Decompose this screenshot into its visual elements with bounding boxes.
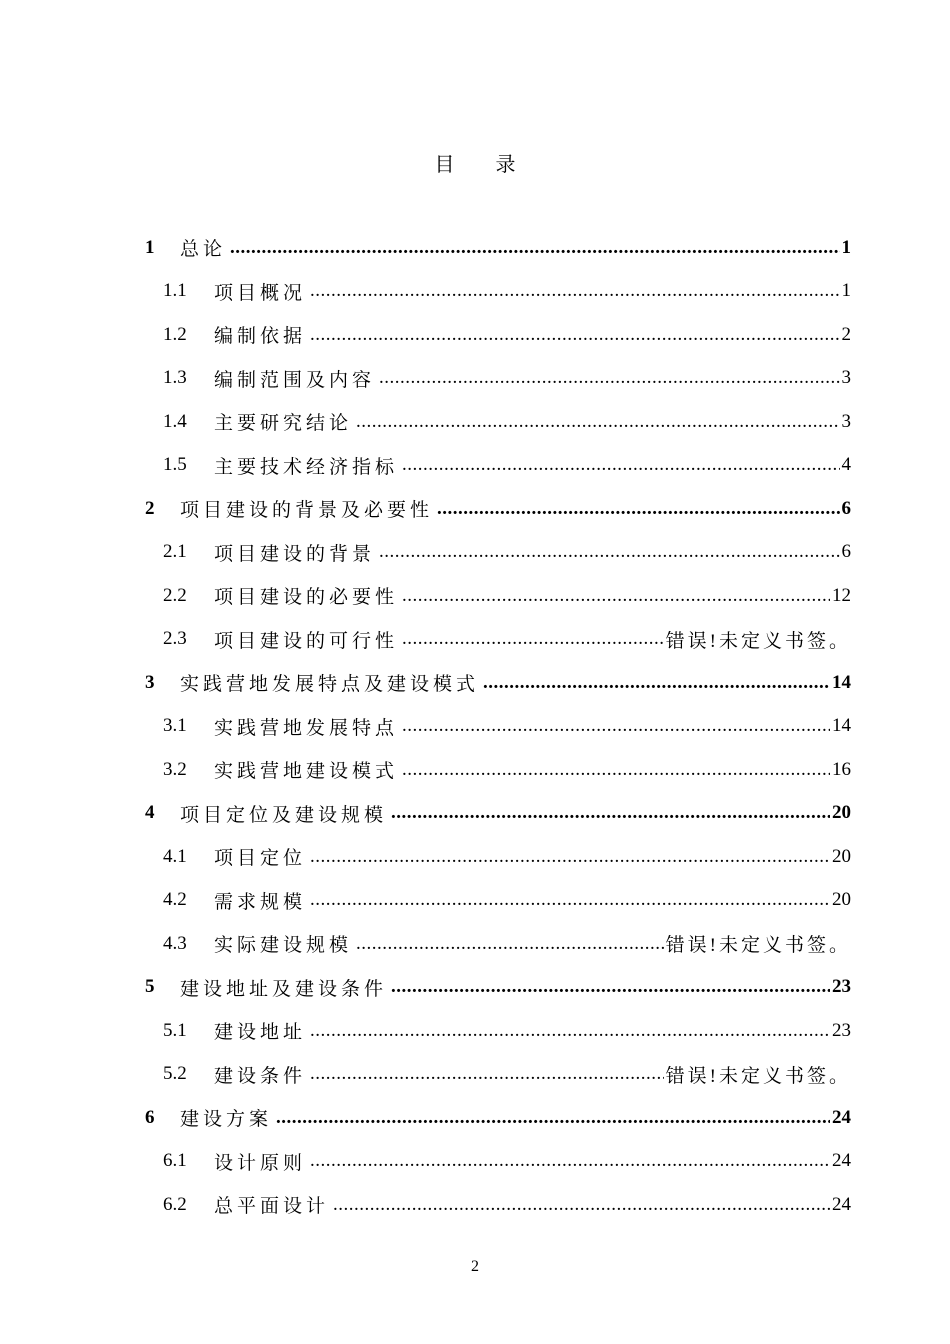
toc-section-entry[interactable] — [145, 574, 851, 618]
toc-dot-leader — [402, 628, 664, 650]
toc-entry-title: 编制范围及内容 — [214, 369, 376, 391]
toc-entry-number: 5 — [145, 976, 155, 998]
toc-dot-leader — [333, 1194, 830, 1216]
toc-dot-leader — [310, 1150, 830, 1172]
toc-dot-leader — [310, 846, 830, 868]
toc-entry-page: 1 — [841, 280, 851, 302]
toc-entry-title: 实践营地发展特点 — [214, 717, 399, 739]
toc-dot-leader — [391, 976, 830, 998]
toc-section-entry[interactable] — [145, 1009, 851, 1053]
toc-dot-leader — [402, 454, 839, 476]
toc-entry-page: 24 — [832, 1106, 851, 1128]
toc-dot-leader — [230, 237, 839, 259]
toc-entry-page: 2 — [841, 323, 851, 345]
toc-dot-leader — [310, 324, 839, 346]
toc-chapter-entry[interactable] — [145, 792, 851, 836]
toc-dot-leader — [356, 411, 839, 433]
toc-entry-title: 编制依据 — [214, 326, 307, 348]
toc-entry-title: 项目建设的可行性 — [214, 630, 399, 652]
toc-entry-title: 建设地址 — [214, 1022, 307, 1044]
toc-entry-title: 实际建设规模 — [214, 935, 353, 957]
toc-entry-number: 6.2 — [163, 1193, 187, 1215]
toc-entry-page: 20 — [832, 845, 851, 867]
toc-entry-number: 4 — [145, 802, 155, 824]
page-number: 2 — [471, 1258, 479, 1275]
toc-entry-number: 1.5 — [163, 454, 187, 476]
toc-section-entry[interactable] — [145, 400, 851, 444]
toc-entry-number: 4.1 — [163, 845, 187, 867]
toc-dot-leader — [379, 367, 839, 389]
toc-dot-leader — [483, 672, 830, 694]
toc-entry-page: 23 — [832, 976, 851, 998]
toc-entry-title: 项目定位 — [214, 848, 307, 870]
toc-entry-page: 1 — [841, 236, 851, 258]
toc-entry-page: 24 — [832, 1193, 851, 1215]
toc-entry-number: 2.1 — [163, 541, 187, 563]
toc-entry-title: 总平面设计 — [214, 1196, 330, 1218]
toc-dot-leader — [437, 498, 839, 520]
toc-entry-page: 23 — [832, 1019, 851, 1041]
toc-entry-page: 错误!未定义书签。 — [665, 1065, 851, 1087]
toc-entry-page: 3 — [841, 367, 851, 389]
toc-chapter-entry[interactable] — [145, 487, 851, 531]
toc-section-entry[interactable] — [145, 1140, 851, 1184]
toc-dot-leader — [356, 933, 664, 955]
toc-entry-page: 14 — [832, 671, 851, 693]
toc-section-entry[interactable] — [145, 1183, 851, 1227]
toc-entry-number: 1.1 — [163, 280, 187, 302]
toc-entry-title: 项目概况 — [214, 282, 307, 304]
toc-entry-title: 建设地址及建设条件 — [180, 978, 388, 1000]
toc-entry-number: 4.3 — [163, 932, 187, 954]
toc-section-entry[interactable] — [145, 922, 851, 966]
toc-dot-leader — [310, 889, 830, 911]
toc-section-entry[interactable] — [145, 531, 851, 575]
toc-entry-title: 建设方案 — [180, 1109, 273, 1131]
toc-entry-number: 2.2 — [163, 584, 187, 606]
toc-dot-leader — [402, 585, 830, 607]
toc-entry-number: 3.1 — [163, 715, 187, 737]
toc-dot-leader — [402, 759, 830, 781]
toc-entry-title: 实践营地发展特点及建设模式 — [180, 674, 480, 696]
toc-section-entry[interactable] — [145, 270, 851, 314]
toc-entry-number: 1 — [145, 236, 155, 258]
toc-entry-title: 项目建设的必要性 — [214, 587, 399, 609]
toc-entry-page: 3 — [841, 410, 851, 432]
toc-entry-page: 20 — [832, 889, 851, 911]
toc-section-entry[interactable] — [145, 618, 851, 662]
toc-section-entry[interactable] — [145, 444, 851, 488]
toc-entry-page: 错误!未定义书签。 — [665, 630, 851, 652]
toc-entry-number: 3.2 — [163, 758, 187, 780]
toc-dot-leader — [276, 1107, 830, 1129]
toc-section-entry[interactable] — [145, 357, 851, 401]
toc-entry-number: 4.2 — [163, 889, 187, 911]
toc-entry-number: 6.1 — [163, 1150, 187, 1172]
toc-entry-title: 项目定位及建设规模 — [180, 804, 388, 826]
toc-entry-title: 实践营地建设模式 — [214, 761, 399, 783]
toc-section-entry[interactable] — [145, 705, 851, 749]
toc-entry-title: 主要技术经济指标 — [214, 456, 399, 478]
toc-entry-page: 20 — [832, 802, 851, 824]
toc-chapter-entry[interactable] — [145, 661, 851, 705]
toc-section-entry[interactable] — [145, 748, 851, 792]
toc-entry-number: 2 — [145, 497, 155, 519]
toc-entry-title: 建设条件 — [214, 1065, 307, 1087]
toc-entry-number: 3 — [145, 671, 155, 693]
toc-title: 目 录 — [434, 154, 534, 176]
toc-entry-title: 项目建设的背景及必要性 — [180, 500, 434, 522]
toc-entry-page: 24 — [832, 1150, 851, 1172]
toc-entry-page: 14 — [832, 715, 851, 737]
toc-entry-number: 1.2 — [163, 323, 187, 345]
toc-section-entry[interactable] — [145, 835, 851, 879]
toc-dot-leader — [310, 1020, 830, 1042]
toc-section-entry[interactable] — [145, 1053, 851, 1097]
toc-entry-title: 设计原则 — [214, 1152, 307, 1174]
toc-dot-leader — [402, 715, 830, 737]
toc-entry-title: 项目建设的背景 — [214, 543, 376, 565]
toc-section-entry[interactable] — [145, 313, 851, 357]
toc-dot-leader — [310, 1063, 664, 1085]
toc-section-entry[interactable] — [145, 879, 851, 923]
toc-entry-page: 错误!未定义书签。 — [665, 935, 851, 957]
toc-entry-page: 12 — [832, 584, 851, 606]
toc-entry-number: 5.2 — [163, 1063, 187, 1085]
toc-entry-page: 16 — [832, 758, 851, 780]
toc-entry-number: 5.1 — [163, 1019, 187, 1041]
toc-chapter-entry[interactable] — [145, 226, 851, 270]
toc-dot-leader — [379, 541, 839, 563]
toc-chapter-entry[interactable] — [145, 966, 851, 1010]
toc-entry-number: 1.4 — [163, 410, 187, 432]
toc-entry-number: 6 — [145, 1106, 155, 1128]
toc-dot-leader — [391, 802, 830, 824]
toc-entry-number: 1.3 — [163, 367, 187, 389]
toc-entry-number: 2.3 — [163, 628, 187, 650]
toc-entry-title: 需求规模 — [214, 891, 307, 913]
toc-dot-leader — [310, 280, 839, 302]
table-of-contents — [145, 226, 851, 1227]
toc-entry-page: 6 — [841, 497, 851, 519]
toc-chapter-entry[interactable] — [145, 1096, 851, 1140]
toc-entry-title: 总论 — [180, 239, 227, 261]
toc-entry-title: 主要研究结论 — [214, 413, 353, 435]
toc-entry-page: 4 — [841, 454, 851, 476]
toc-entry-page: 6 — [841, 541, 851, 563]
